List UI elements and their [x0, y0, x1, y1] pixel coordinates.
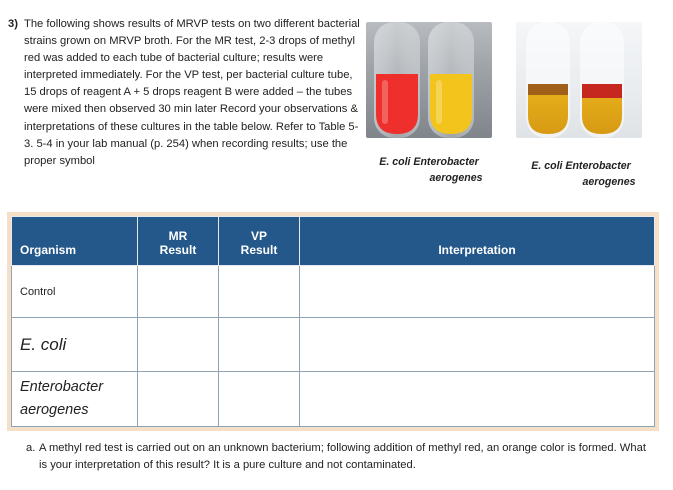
header-vp-result: VP Result: [219, 217, 300, 266]
table-row-control: [12, 266, 655, 318]
table-row-enterobacter: [12, 372, 655, 427]
header-organism: Organism: [12, 217, 138, 266]
enterobacter-vp-top-layer: [582, 84, 622, 98]
glass-highlight: [382, 80, 388, 124]
photo1-caption-line2: aerogenes: [429, 172, 483, 184]
photo2-caption: [514, 158, 648, 190]
photo1-caption-line1: E. coli Enterobacter: [379, 156, 479, 168]
mr-result-cell[interactable]: [138, 266, 219, 318]
organism-cell: Control: [12, 266, 138, 318]
header-interpretation: Interpretation: [300, 217, 655, 266]
mr-test-photo: [366, 22, 492, 138]
organism-cell: Enterobacter aerogenes: [12, 372, 138, 427]
vp-result-cell[interactable]: [219, 372, 300, 427]
table-row-ecoli: [12, 318, 655, 372]
question-3: [8, 16, 360, 170]
followup-question-a: [26, 440, 650, 474]
question-number: 3): [8, 18, 18, 30]
header-mr-result: MR Result: [138, 217, 219, 266]
question-text: The following shows results of MRVP tests on two different bacterial strains grown on MRVP broth. For the MR test, 2-3 drops of methyl red was added to each tube of bacterial culture; results were interpreted immediately. For the VP test, per bacterial culture tube, 15 drops of reagent A + 5 drops reagent B were added – the tubes were mixed then observed 30 min later Record your observations & interpretations of these cultures in the table below. Refer to Table 5-3. 5-4 in your lab manual (p. 254) when recording results; use the proper symbol: [24, 18, 360, 167]
photo2-caption-line2: aerogenes: [582, 176, 636, 188]
vp-result-cell[interactable]: [219, 318, 300, 372]
interpretation-cell[interactable]: [300, 266, 655, 318]
photo1-caption: [366, 154, 492, 186]
glass-highlight: [436, 80, 442, 124]
table-header-row: [12, 217, 655, 266]
mr-result-cell[interactable]: [138, 372, 219, 427]
interpretation-cell[interactable]: [300, 372, 655, 427]
followup-text: A methyl red test is carried out on an unknown bacterium; following addition of methyl red, an orange color is formed. What is your interpretation of this result? It is a pure culture and not contaminated.: [39, 442, 646, 471]
vp-tubes-illustration: [516, 22, 642, 138]
list-marker: a.: [26, 442, 36, 454]
ecoli-vp-top-layer: [528, 84, 568, 95]
mr-result-cell[interactable]: [138, 318, 219, 372]
results-table: [11, 216, 655, 427]
vp-result-cell[interactable]: [219, 266, 300, 318]
vp-test-photo: [516, 22, 642, 138]
mr-tubes-illustration: [366, 22, 492, 138]
organism-cell: E. coli: [12, 318, 138, 372]
interpretation-cell[interactable]: [300, 318, 655, 372]
photo2-caption-line1: E. coli Enterobacter: [531, 160, 631, 172]
